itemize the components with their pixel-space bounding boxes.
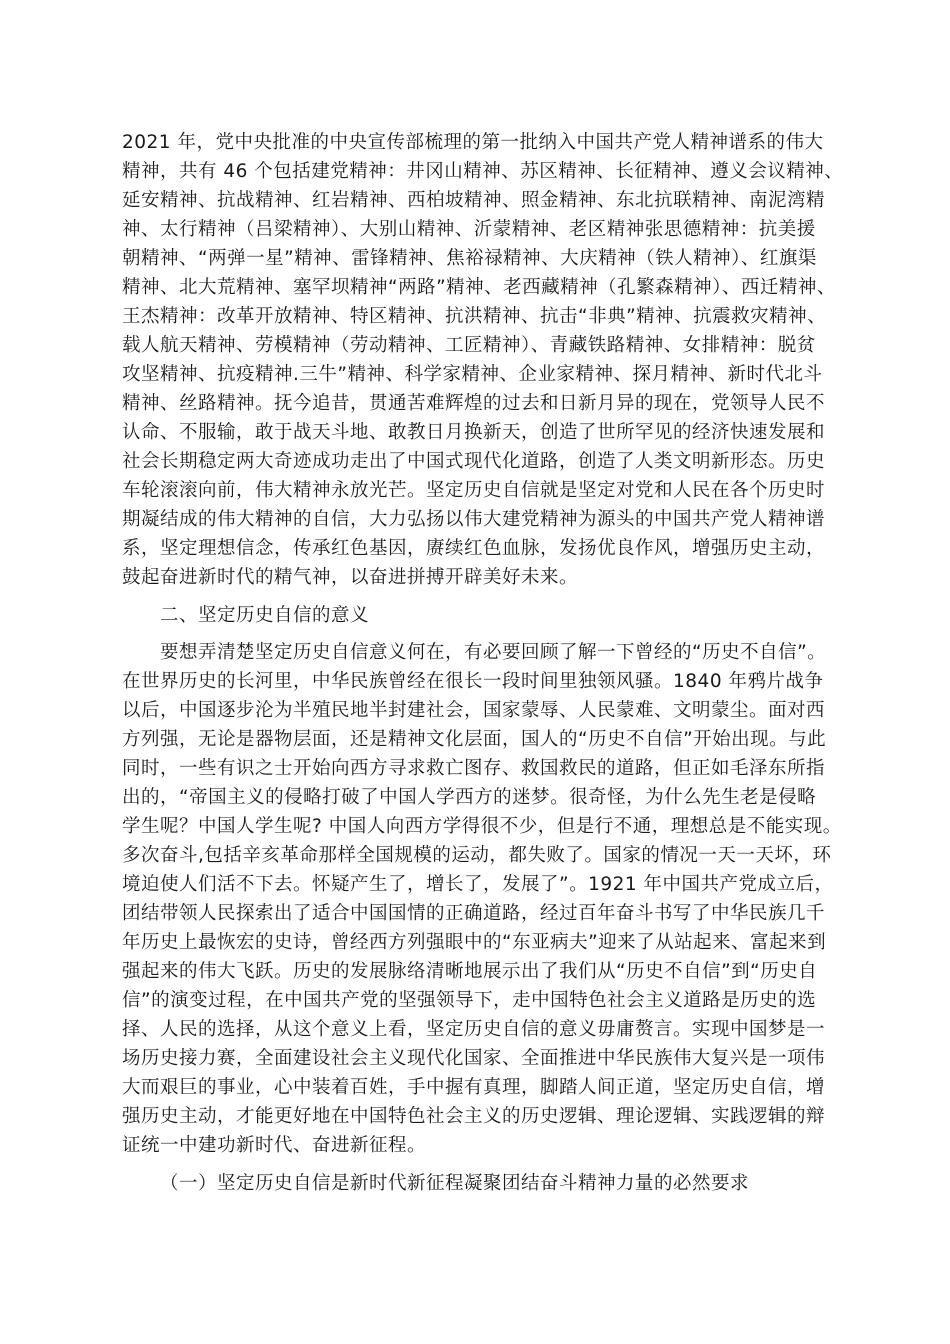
text-line: 强历史主动，才能更好地在中国特色社会主义的历史逻辑、理论逻辑、实践逻辑的辩 — [122, 1106, 826, 1127]
text-line: 证统一中建功新时代、奋进新征程。 — [122, 1135, 427, 1156]
text-line: 场历史接力赛，全面建设社会主义现代化国家、全面推进中华民族伟大复兴是一项伟 — [122, 1048, 826, 1069]
section-heading: 二、坚定历史自信的意义 — [160, 605, 370, 626]
text-line: 要想弄清楚坚定历史自信意义何在，有必要回顾了解一下曾经的“历史不自信”。 — [160, 642, 827, 663]
text-line: 年历史上最恢宏的史诗，曾经西方列强眼中的“东亚病夫”迎来了从站起来、富起来到 — [122, 932, 827, 953]
text-line: 系，坚定理想信念，传承红色基因，赓续红色血脉，发扬优良作风，增强历史主动， — [122, 538, 826, 559]
text-line: 期凝结成的伟大精神的自信，大力弘扬以伟大建党精神为源头的中国共产党人精神谱 — [122, 509, 826, 530]
text-line: 以后，中国逐步沦为半殖民地半封建社会，国家蒙辱、人民蒙难、文明蒙尘。面对西 — [122, 700, 826, 721]
text-line: 团结带领人民探索出了适合中国国情的正确道路，经过百年奋斗书写了中华民族几千 — [122, 903, 826, 924]
text-line: 多次奋斗,包括辛亥革命那样全国规模的运动，都失败了。国家的情况一天一天坏，环 — [122, 845, 832, 866]
text-line: 出的，“帝国主义的侵略打破了中国人学西方的迷梦。很奇怪，为什么先生老是侵略 — [122, 787, 817, 808]
text-line: 强起来的伟大飞跃。历史的发展脉络清晰地展示出了我们从“历史不自信”到“历史自 — [122, 961, 818, 982]
text-line: 2021 年，党中央批准的中央宣传部梳理的第一批纳入中国共产党人精神谱系的伟大 — [122, 132, 824, 153]
text-line: 在世界历史的长河里，中华民族曾经在很长一段时间里独领风骚。1840 年鸦片战争 — [122, 671, 824, 692]
text-line: 方列强，无论是器物层面，还是精神文化层面，国人的“历史不自信”开始出现。与此 — [122, 729, 827, 750]
subsection-heading: （一）坚定历史自信是新时代新征程凝聚团结奋斗精神力量的必然要求 — [160, 1173, 750, 1194]
text-line: 认命、不服输，敢于战天斗地、敢教日月换新天，创造了世所罕见的经济快速发展和 — [122, 422, 826, 443]
text-line: 鼓起奋进新时代的精气神，以奋进拼搏开辟美好未来。 — [122, 567, 579, 588]
text-line: 车轮滚滚向前，伟大精神永放光芒。坚定历史自信就是坚定对党和人民在各个历史时 — [122, 480, 826, 501]
text-line: 社会长期稳定两大奇迹成功走出了中国式现代化道路，创造了人类文明新形态。历史 — [122, 451, 826, 472]
text-line: 同时，一些有识之士开始向西方寻求救亡图存、救国救民的道路，但正如毛泽东所指 — [122, 758, 826, 779]
text-line: 信”的演变过程，在中国共产党的坚强领导下，走中国特色社会主义道路是历史的选 — [122, 990, 817, 1011]
text-line: 王杰精神：改革开放精神、特区精神、抗洪精神、抗击“非典”精神、抗震救灾精神、 — [122, 306, 827, 327]
text-line: 精神、丝路精神。抚今追昔，贯通苦难辉煌的过去和日新月异的现在，党领导人民不 — [122, 393, 826, 414]
text-line: 境迫使人们活不下去。怀疑产生了，增长了，发展了”。1921 年中国共产党成立后， — [122, 874, 834, 895]
text-line: 择、人民的选择，从这个意义上看，坚定历史自信的意义毋庸赘言。实现中国梦是一 — [122, 1019, 826, 1040]
text-line: 载人航天精神、劳模精神（劳动精神、工匠精神）、青藏铁路精神、女排精神：脱贫 — [122, 335, 816, 356]
text-line: 大而艰巨的事业，心中装着百姓，手中握有真理，脚踏人间正道，坚定历史自信，增 — [122, 1077, 826, 1098]
text-line: 精神，共有 46 个包括建党精神：井冈山精神、苏区精神、长征精神、遵义会议精神、 — [122, 161, 844, 182]
text-line: 朝精神、“两弹一星”精神、雷锋精神、焦裕禄精神、大庆精神（铁人精神）、红旗渠 — [122, 248, 817, 269]
text-line: 延安精神、抗战精神、红岩精神、西柏坡精神、照金精神、东北抗联精神、南泥湾精 — [122, 190, 826, 211]
text-line: 学生呢？中国人学生呢? 中国人向西方学得很不少，但是行不通，理想总是不能实现。 — [122, 816, 842, 837]
text-line: 攻坚精神、抗疫精神.三牛”精神、科学家精神、企业家精神、探月精神、新时代北斗 — [122, 364, 823, 385]
text-line: 神、太行精神（吕梁精神）、大别山精神、沂蒙精神、老区精神张思德精神：抗美援 — [122, 219, 816, 240]
text-line: 精神、北大荒精神、塞罕坝精神“两路”精神、老西藏精神（孔繁森精神）、西迁精神、 — [122, 277, 836, 298]
